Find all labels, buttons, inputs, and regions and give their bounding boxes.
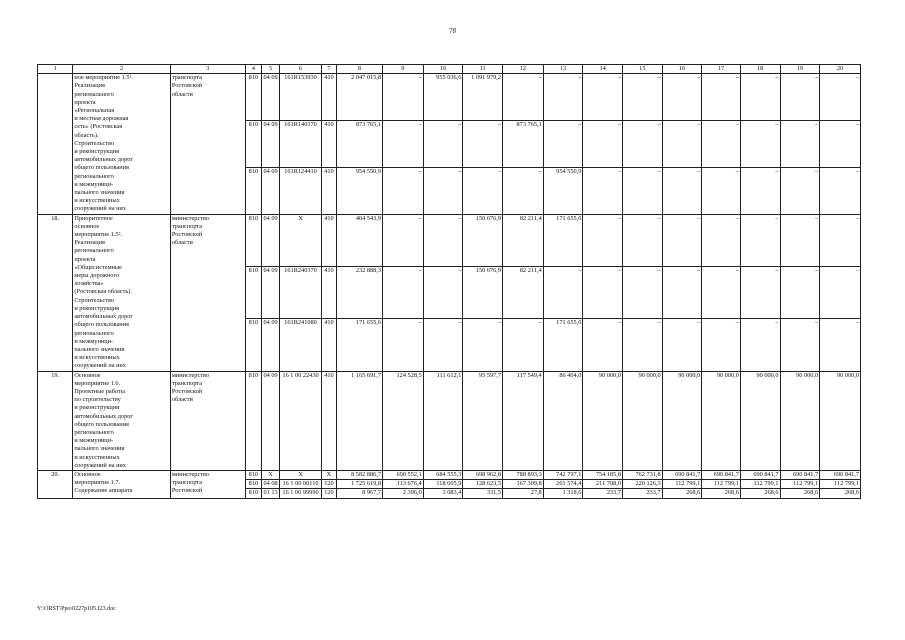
measure-name-line: по строительству	[74, 396, 121, 404]
budget-code-cell: 810	[245, 480, 261, 489]
amount-cell: –	[383, 319, 424, 371]
executor-line: Ростовской	[171, 82, 203, 90]
amount-cell: 90 000,0	[583, 371, 623, 470]
measure-name-line: Приоритетное	[74, 214, 113, 222]
amount-cell: 167 309,8	[503, 480, 544, 489]
measure-name	[73, 470, 171, 498]
executor-line: министерство	[171, 470, 210, 478]
measure-name-line: Реализация	[74, 239, 105, 247]
amount-cell: –	[780, 167, 820, 214]
measure-name-line: и межмуници-	[74, 180, 114, 188]
column-header: 20	[820, 65, 861, 74]
amount-cell: 1 318,6	[543, 489, 583, 498]
column-header: 13	[543, 65, 583, 74]
budget-code-cell: 04 09	[261, 121, 279, 168]
amount-cell: –	[662, 266, 702, 318]
amount-cell: –	[543, 266, 583, 318]
budget-code-cell: 810	[245, 266, 261, 318]
amount-cell: 8 967,7	[336, 489, 382, 498]
amount-cell: 3 083,4	[423, 489, 463, 498]
amount-cell: 268,6	[780, 489, 820, 498]
amount-cell: –	[780, 121, 820, 168]
budget-code-cell: 810	[245, 489, 261, 498]
amount-cell: 788 893,3	[503, 470, 544, 479]
amount-cell: –	[740, 319, 780, 371]
measure-name-line: регионального	[74, 90, 114, 98]
budget-code-cell: 161R124410	[280, 167, 322, 214]
budget-code-cell: 410	[321, 319, 336, 371]
measure-name-line: сооружений на них	[74, 205, 126, 213]
measure-name-line: Проектные работы	[74, 387, 125, 395]
amount-cell: 90 000,0	[740, 371, 780, 470]
amount-cell: 150 676,9	[463, 266, 503, 318]
amount-cell: –	[662, 121, 702, 168]
measure-name-line: автомобильных дорог	[74, 156, 133, 164]
budget-code-cell: Х	[280, 214, 322, 266]
column-header: 6	[280, 65, 322, 74]
measure-name-line: общего пользования	[74, 321, 129, 329]
amount-cell: –	[623, 167, 663, 214]
budget-code-cell: 410	[321, 74, 336, 121]
measure-name-line: пального значения	[74, 345, 125, 353]
measure-name	[73, 214, 171, 371]
column-header: 4	[245, 65, 261, 74]
table-row	[38, 470, 861, 479]
executor	[170, 371, 245, 470]
amount-cell: –	[702, 214, 741, 266]
amount-cell: –	[583, 74, 623, 121]
column-header: 7	[321, 65, 336, 74]
column-header: 8	[336, 65, 382, 74]
amount-cell: 111 612,1	[423, 371, 463, 470]
measure-name-line: (Ростовская область).	[74, 288, 132, 296]
amount-cell: –	[623, 319, 663, 371]
amount-cell: –	[423, 266, 463, 318]
budget-code-cell: 810	[245, 167, 261, 214]
budget-code-cell: 410	[321, 214, 336, 266]
amount-cell: –	[662, 167, 702, 214]
amount-cell: 268,6	[740, 489, 780, 498]
amount-cell: 954 550,9	[336, 167, 382, 214]
amount-cell: 268,6	[702, 489, 741, 498]
amount-cell: 2 396,0	[383, 489, 424, 498]
amount-cell: 90 000,0	[662, 371, 702, 470]
budget-code-cell: 161R140370	[280, 121, 322, 168]
amount-cell: –	[383, 74, 424, 121]
executor-line: области	[171, 396, 193, 404]
budget-code-cell: 16 1 00 22430	[280, 371, 322, 470]
executor-line: транспорта	[171, 74, 203, 82]
column-header: 1	[38, 65, 73, 74]
budget-code-cell: 04 09	[261, 266, 279, 318]
measure-name-line: пального значения	[74, 445, 125, 453]
measure-name-line: автомобильных дорог	[74, 313, 133, 321]
amount-cell: –	[780, 74, 820, 121]
measure-name-line: и местная дорожная	[74, 115, 129, 123]
amount-cell: –	[423, 319, 463, 371]
amount-cell: 331,5	[463, 489, 503, 498]
amount-cell: –	[383, 214, 424, 266]
amount-cell: –	[662, 74, 702, 121]
measure-name-line: пального значения	[74, 189, 125, 197]
measure-name-line: и искусственных	[74, 453, 120, 461]
amount-cell: –	[623, 214, 663, 266]
amount-cell: –	[702, 266, 741, 318]
amount-cell: –	[623, 266, 663, 318]
measure-name-line: мероприятие 1.7.	[74, 479, 121, 487]
amount-cell: –	[503, 319, 544, 371]
column-header: 2	[73, 65, 171, 74]
row-number: 20.	[38, 470, 73, 498]
amount-cell: 873 765,1	[336, 121, 382, 168]
budget-code-cell: 161R153930	[280, 74, 322, 121]
amount-cell: 27,8	[503, 489, 544, 498]
amount-cell: –	[423, 214, 463, 266]
budget-code-cell: 16 1 00 99990	[280, 489, 322, 498]
budget-code-cell: 04 09	[261, 167, 279, 214]
measure-name-line: регионального	[74, 428, 114, 436]
measure-name-line: Строительство	[74, 139, 115, 147]
amount-cell: –	[702, 74, 741, 121]
measure-name-line: проекта	[74, 98, 96, 106]
measure-name-line: сооружений на них	[74, 362, 126, 370]
amount-cell: 86 404,0	[543, 371, 583, 470]
measure-name-line: и реконструкция	[74, 148, 120, 156]
amount-cell: –	[740, 121, 780, 168]
amount-cell: –	[702, 167, 741, 214]
amount-cell: –	[820, 74, 861, 121]
measure-name-line: Основное	[74, 470, 101, 478]
executor-line: министерство	[171, 371, 210, 379]
amount-cell: 690 841,7	[662, 470, 702, 479]
measure-name-line: «Региональная	[74, 107, 115, 115]
amount-cell: 124 528,5	[383, 371, 424, 470]
amount-cell: 232 888,3	[336, 266, 382, 318]
executor-line: области	[171, 90, 193, 98]
amount-cell: –	[780, 214, 820, 266]
amount-cell: 113 676,4	[383, 480, 424, 489]
amount-cell: –	[740, 266, 780, 318]
amount-cell: –	[463, 319, 503, 371]
amount-cell: –	[543, 121, 583, 168]
amount-cell: –	[423, 121, 463, 168]
measure-name-line: и межмуници-	[74, 437, 114, 445]
amount-cell: –	[423, 167, 463, 214]
amount-cell: 112 799,1	[702, 480, 741, 489]
budget-code-cell: 04 09	[261, 74, 279, 121]
budget-code-cell: Х	[261, 470, 279, 479]
budget-code-cell: 810	[245, 74, 261, 121]
column-header: 9	[383, 65, 424, 74]
amount-cell: –	[583, 319, 623, 371]
amount-cell: –	[662, 214, 702, 266]
amount-cell: 690 841,7	[702, 470, 741, 479]
measure-name-line: ное мероприятие 1.5¹.	[74, 74, 134, 82]
column-header: 16	[662, 65, 702, 74]
amount-cell: –	[820, 167, 861, 214]
budget-code-cell: 810	[245, 371, 261, 470]
executor-line: транспорта	[171, 379, 203, 387]
measure-name-line: основное	[74, 222, 100, 230]
amount-cell: –	[583, 266, 623, 318]
amount-cell: 233,7	[583, 489, 623, 498]
amount-cell: 201 574,4	[543, 480, 583, 489]
amount-cell: –	[463, 121, 503, 168]
budget-code-cell: Х	[321, 470, 336, 479]
amount-cell: 150 676,9	[463, 214, 503, 266]
amount-cell: –	[820, 319, 861, 371]
measure-name-line: сеть» (Ростовская	[74, 123, 123, 131]
amount-cell: –	[702, 319, 741, 371]
budget-code-cell: 410	[321, 167, 336, 214]
budget-code-cell: 120	[321, 489, 336, 498]
column-header: 12	[503, 65, 544, 74]
amount-cell: –	[740, 167, 780, 214]
executor-line: Ростовской	[171, 487, 203, 495]
column-header: 17	[702, 65, 741, 74]
amount-cell: 95 597,7	[463, 371, 503, 470]
budget-code-cell: 161R240370	[280, 266, 322, 318]
amount-cell: –	[503, 167, 544, 214]
row-number	[38, 74, 73, 214]
column-header: 5	[261, 65, 279, 74]
budget-code-cell: 810	[245, 214, 261, 266]
amount-cell: –	[463, 167, 503, 214]
executor-line: области	[171, 239, 193, 247]
amount-cell: –	[820, 266, 861, 318]
amount-cell: 117 549,4	[503, 371, 544, 470]
amount-cell: 268,6	[820, 489, 861, 498]
table-row	[38, 371, 861, 470]
table-row	[38, 74, 861, 121]
budget-code-cell: 16 1 00 00110	[280, 480, 322, 489]
budget-code-cell: 810	[245, 470, 261, 479]
measure-name-line: Основное	[74, 371, 101, 379]
column-header: 19	[780, 65, 820, 74]
amount-cell: 112 799,1	[662, 480, 702, 489]
amount-cell: –	[503, 74, 544, 121]
amount-cell: –	[820, 214, 861, 266]
amount-cell: 268,6	[662, 489, 702, 498]
amount-cell: 112 799,1	[820, 480, 861, 489]
amount-cell: 955 036,6	[423, 74, 463, 121]
amount-cell: 211 708,0	[583, 480, 623, 489]
budget-code-cell: 161R241080	[280, 319, 322, 371]
amount-cell: 171 655,6	[336, 319, 382, 371]
measure-name-line: и искусственных	[74, 354, 120, 362]
column-header: 14	[583, 65, 623, 74]
measure-name-line: область).	[74, 131, 99, 139]
amount-cell: 698 962,8	[463, 470, 503, 479]
budget-code-cell: 410	[321, 266, 336, 318]
amount-cell: 82 211,4	[503, 214, 544, 266]
measure-name-line: Реализация	[74, 82, 105, 90]
table-row	[38, 214, 861, 266]
amount-cell: –	[583, 121, 623, 168]
amount-cell: 742 797,1	[543, 470, 583, 479]
amount-cell: 1 725 619,8	[336, 480, 382, 489]
amount-cell: 128 623,5	[463, 480, 503, 489]
measure-name-line: проекта	[74, 255, 96, 263]
header-row	[38, 65, 861, 74]
budget-code-cell: 810	[245, 319, 261, 371]
executor	[170, 470, 245, 498]
amount-cell: –	[583, 167, 623, 214]
amount-cell: –	[623, 74, 663, 121]
executor-line: транспорта	[171, 479, 203, 487]
amount-cell: –	[780, 266, 820, 318]
row-number: 19.	[38, 371, 73, 470]
amount-cell: –	[543, 74, 583, 121]
amount-cell: –	[780, 319, 820, 371]
amount-cell: –	[583, 214, 623, 266]
amount-cell: 873 765,1	[503, 121, 544, 168]
budget-code-cell: 04 09	[261, 319, 279, 371]
amount-cell: –	[623, 121, 663, 168]
table-body	[38, 65, 861, 499]
measure-name-line: общего пользования	[74, 164, 129, 172]
measure-name	[73, 74, 171, 214]
measure-name-line: регионального	[74, 247, 114, 255]
measure-name	[73, 371, 171, 470]
amount-cell: 690 841,7	[740, 470, 780, 479]
measure-name-line: хозяйства»	[74, 280, 104, 288]
budget-code-cell: 410	[321, 121, 336, 168]
amount-cell: 404 543,9	[336, 214, 382, 266]
amount-cell: –	[820, 121, 861, 168]
measure-name-line: сооружений на них	[74, 461, 126, 469]
amount-cell: 112 799,1	[740, 480, 780, 489]
executor	[170, 214, 245, 371]
page-number: 78	[449, 27, 456, 35]
budget-table	[37, 64, 861, 499]
measure-name-line: автомобильных дорог	[74, 412, 133, 420]
budget-code-cell: Х	[280, 470, 322, 479]
amount-cell: 1 091 979,2	[463, 74, 503, 121]
executor-line: Ростовской	[171, 231, 203, 239]
amount-cell: 690 841,7	[780, 470, 820, 479]
measure-name-line: Содержание аппарата	[74, 487, 133, 495]
amount-cell: 90 000,0	[623, 371, 663, 470]
amount-cell: 90 000,0	[820, 371, 861, 470]
amount-cell: 118 605,9	[423, 480, 463, 489]
amount-cell: 1 165 691,7	[336, 371, 382, 470]
budget-code-cell: 04 09	[261, 371, 279, 470]
column-header: 15	[623, 65, 663, 74]
amount-cell: –	[383, 266, 424, 318]
amount-cell: 233,7	[623, 489, 663, 498]
column-header: 11	[463, 65, 503, 74]
budget-code-cell: 810	[245, 121, 261, 168]
amount-cell: –	[740, 74, 780, 121]
amount-cell: 690 841,7	[820, 470, 861, 479]
amount-cell: 8 582 886,7	[336, 470, 382, 479]
amount-cell: 2 047 015,8	[336, 74, 382, 121]
column-header: 10	[423, 65, 463, 74]
measure-name-line: меры дорожного	[74, 272, 120, 280]
amount-cell: –	[740, 214, 780, 266]
amount-cell: –	[383, 121, 424, 168]
measure-name-line: регионального	[74, 172, 114, 180]
amount-cell: 754 185,8	[583, 470, 623, 479]
budget-code-cell: 120	[321, 480, 336, 489]
budget-code-cell: 410	[321, 371, 336, 470]
amount-cell: 112 799,1	[780, 480, 820, 489]
measure-name-line: Строительство	[74, 296, 115, 304]
amount-cell: 690 552,1	[383, 470, 424, 479]
amount-cell: –	[662, 319, 702, 371]
executor-line: Ростовской	[171, 387, 203, 395]
measure-name-line: и реконструкции	[74, 404, 120, 412]
executor-line: транспорта	[171, 222, 203, 230]
measure-name-line: мероприятие 1.5².	[74, 231, 123, 239]
column-header: 18	[740, 65, 780, 74]
budget-code-cell: 01 13	[261, 489, 279, 498]
amount-cell: –	[383, 167, 424, 214]
amount-cell: 171 655,6	[543, 214, 583, 266]
amount-cell: 954 550,9	[543, 167, 583, 214]
executor	[170, 74, 245, 214]
measure-name-line: и искусственных	[74, 197, 120, 205]
amount-cell: 82 211,4	[503, 266, 544, 318]
amount-cell: 684 555,3	[423, 470, 463, 479]
column-header: 3	[170, 65, 245, 74]
amount-cell: 220 126,3	[623, 480, 663, 489]
amount-cell: 90 000,0	[702, 371, 741, 470]
measure-name-line: и реконструкция	[74, 304, 120, 312]
amount-cell: –	[702, 121, 741, 168]
measure-name-line: «Общесистемные	[74, 263, 122, 271]
budget-code-cell: 04 09	[261, 214, 279, 266]
measure-name-line: регионального	[74, 329, 114, 337]
measure-name-line: мероприятие 1.6.	[74, 379, 121, 387]
row-number: 18.	[38, 214, 73, 371]
amount-cell: 90 000,0	[780, 371, 820, 470]
amount-cell: 762 731,8	[623, 470, 663, 479]
budget-code-cell: 04 08	[261, 480, 279, 489]
footer-file-path: Y:\ORST\Ppo\0227p105.f23.doc	[37, 606, 116, 612]
measure-name-line: и межмуници-	[74, 337, 114, 345]
measure-name-line: общего пользования	[74, 420, 129, 428]
executor-line: министерство	[171, 214, 210, 222]
amount-cell: 171 655,6	[543, 319, 583, 371]
